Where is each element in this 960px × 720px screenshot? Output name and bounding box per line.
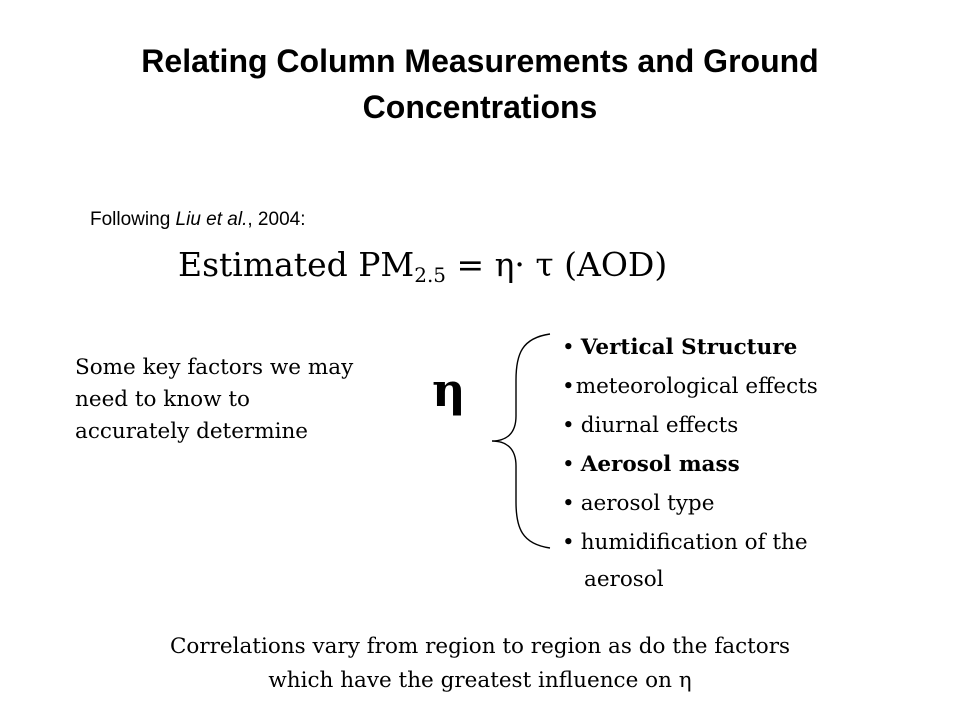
citation-prefix: Following [90,209,176,230]
conclusion [0,630,960,698]
factor-item-vertical-structure [562,328,818,367]
factor-item-aerosol-type [562,484,818,523]
factors-intro [75,352,353,448]
equation-rhs: = η· τ (AOD) [446,245,668,284]
slide-title [0,38,960,130]
bullet-icon: • [562,335,575,360]
factor-item-diurnal-effects [562,406,818,445]
factors-intro-line-1: Some key factors we may [75,355,354,380]
bullet-icon: • [562,452,575,477]
factor-item-meteorological-effects [562,367,818,406]
factors-intro-line-3: accurately determine [75,419,309,444]
equation-lhs: Estimated PM [178,245,415,284]
curly-brace-icon [486,330,556,552]
bullet-icon: • [562,491,575,516]
factor-label: Aerosol mass [580,452,740,477]
factor-list [562,328,818,598]
citation [90,208,305,232]
factor-label: meteorological effects [575,374,818,399]
slide-title-line-1: Relating Column Measurements and Ground [141,43,819,79]
factor-label: aerosol type [580,491,715,516]
bullet-icon: • [562,374,575,399]
bullet-icon: • [562,530,575,555]
factor-label-continuation: aerosol [584,567,664,592]
conclusion-line-2: which have the greatest influence on η [268,668,692,693]
equation [178,240,667,300]
eta-symbol: η [432,363,466,417]
citation-suffix: , 2004: [247,209,306,230]
equation-subscript: 2.5 [414,263,447,287]
factor-item-aerosol-mass [562,445,818,484]
factor-label: humidification of the [580,530,808,555]
factor-label: diurnal effects [580,413,739,438]
conclusion-line-1: Correlations vary from region to region as do the factors [169,634,791,659]
slide-title-line-2: Concentrations [362,89,598,125]
factor-label: Vertical Structure [580,335,798,360]
factors-intro-line-2: need to know to [75,387,250,412]
factor-item-humidification [562,523,818,598]
bullet-icon: • [562,413,575,438]
citation-authors: Liu et al. [175,209,248,230]
